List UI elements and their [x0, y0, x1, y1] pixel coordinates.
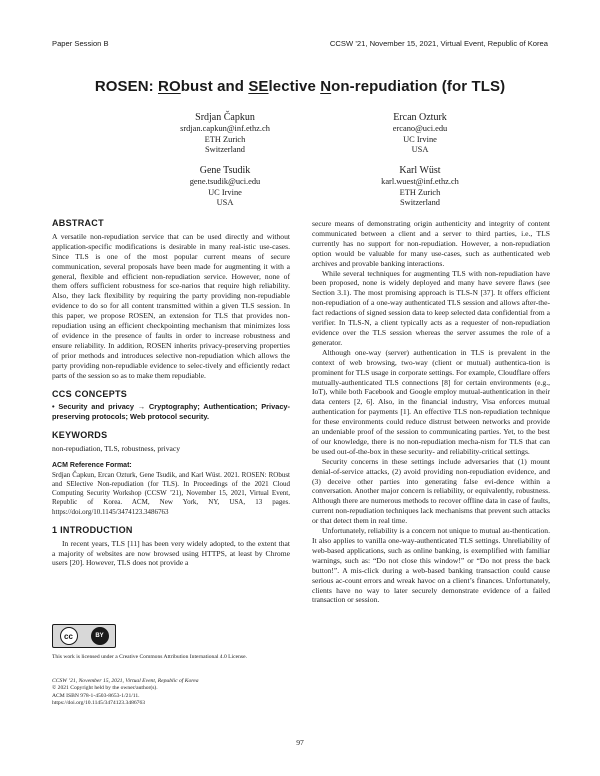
paragraph: Although one-way (server) authentication in TLS is prevalent in the context of web browsing, two-way (client or mutual) authentica-tion is prominent for TLS usage in corporate settings. For example, Cloudflare offers mutually-authenticated TLS connections [8] for certain environments (e.g., IoT), while both Facebook and Google employ mutual-authentication in their data centers [2, 6]. Also, in the financial industry, Visa enforces mutual authentication for payments [1]. An effective TLS non-repudiation technique for these environments could reduce distrust between networks and provide an undeniable proof of the session to communicating parties. Yet, to the best of our knowledge, there is no non-repudiation mecha-nism for TLS that can be used out-of-the-box in these security- and reliability-critical settings.: [312, 347, 550, 456]
author-name: Ercan Ozturk: [393, 112, 447, 123]
author-email: srdjan.capkun@inf.ethz.ch: [180, 124, 270, 133]
abstract-heading: ABSTRACT: [52, 218, 104, 228]
author-name: Srdjan Čapkun: [195, 112, 255, 123]
title-part: bust and: [180, 78, 249, 95]
left-column: [52, 219, 290, 568]
author-block: [125, 111, 325, 156]
author-country: Switzerland: [204, 145, 245, 155]
author-country: USA: [216, 198, 234, 208]
author-affiliation: ETH Zurich: [399, 187, 441, 197]
intro-text: In recent years, TLS [11] has been very widely adopted, to the extent that a majority of websites are now browsed using HTTPS, at least by Chrome users [20]. However, TLS does not provide a: [52, 538, 290, 568]
footnote-doi[interactable]: https://doi.org/10.1145/3474123.3486763: [52, 700, 146, 707]
author-email: karl.wuest@inf.ethz.ch: [381, 177, 459, 186]
footnote-isbn: ACM ISBN 978-1-4503-8653-1/21/11.: [52, 692, 140, 699]
intro-heading: 1 INTRODUCTION: [52, 524, 133, 535]
license-block: [52, 624, 290, 662]
ccs-text: • Security and privacy → Cryptography; Authentication; Privacy-preserving protocols; Web protocol security.: [52, 402, 290, 422]
keywords-text: non-repudiation, TLS, robustness, privacy: [52, 443, 181, 453]
title-part: RO: [158, 78, 181, 95]
title-part: SE: [248, 78, 269, 95]
title-acronym: ROSEN: [94, 78, 149, 95]
acm-ref-heading: ACM Reference Format:: [52, 461, 132, 469]
cc-by-badge: [52, 624, 116, 648]
paragraph: secure means of demonstrating origin authenticity and integrity of content communicated between a client and a server to third parties, i.e., TLS currently has no support for non-repudiation. However, a non-repudiation option would be valuable for many use-cases, such as authenticated web archives and provable banking interactions.: [312, 219, 550, 268]
author-block: [320, 111, 520, 156]
author-affiliation: ETH Zurich: [204, 134, 246, 144]
ccs-heading: CCS CONCEPTS: [52, 388, 128, 399]
copyright-footnote: [52, 678, 290, 708]
author-name: Gene Tsudik: [199, 165, 251, 176]
author-email: gene.tsudik@uci.edu: [189, 177, 261, 186]
title-colon: :: [148, 78, 159, 95]
running-head-right: CCSW ’21, November 15, 2021, Virtual Event, Republic of Korea: [329, 38, 548, 48]
author-block: [125, 164, 325, 209]
author-email: ercano@uci.edu: [392, 124, 448, 133]
footnote-copyright: © 2021 Copyright held by the owner/author(s).: [52, 685, 158, 692]
license-text: This work is licensed under a Creative Commons Attribution International 4.0 License.: [52, 654, 247, 660]
running-head-left: Paper Session B: [52, 38, 109, 48]
author-block: [320, 164, 520, 209]
paper-title: [40, 78, 560, 95]
running-head: [52, 37, 548, 49]
author-country: Switzerland: [399, 198, 440, 208]
abstract-text: A versatile non-repudiation service that can be used directly and without application-specific modifications is desirable in many real-istic use-cases. Since TLS is one of the most popular current means of secure communication, several proposals have been made for augmenting it with a general, flexible and efficient non-repudiation service. However, none of them offers sufficient robustness for sce-narios that require high reliability. Also, they lack flexibility by requiring the party providing non-repudiable evidence to do so for all content transmitted within a given TLS session. In this paper, we propose ROSEN, an extension for TLS that provides non-repudiation using an efficient checkpointing mechanism that minimizes loss of evidence in the presence of faults in order to increase robustness and ensure reliability. In addition, ROSEN inherits privacy-preserving properties of prior methods and introduces selective non-repudiation which allows the party providing non-repudiable evidence to selec-tively and efficiently redact parts of the session so as to make them repudiable.: [52, 231, 290, 380]
author-name: Karl Wüst: [399, 165, 441, 176]
title-part: on-repudiation (for TLS): [331, 78, 506, 95]
cc-icon: cc: [60, 627, 78, 645]
author-country: USA: [411, 145, 429, 155]
author-affiliation: UC Irvine: [208, 187, 242, 197]
acm-ref-text: Srdjan Čapkun, Ercan Ozturk, Gene Tsudik, and Karl Wüst. 2021. ROSEN: RObust and SElective Non-repudiation (for TLS). In Proceedings of the 2021 Cloud Computing Security Workshop (CCSW ’21), November 15, 2021, Virtual Event, Republic of Korea. ACM, New York, NY, USA, 13 pages. https://doi.org/10.1145/3474123.3486763: [52, 470, 290, 516]
title-part: N: [320, 78, 332, 95]
by-icon: BY: [91, 627, 109, 645]
footnote-venue: CCSW ’21, November 15, 2021, Virtual Event, Republic of Korea: [52, 678, 199, 684]
paragraph: While several techniques for augmenting TLS with non-repudiation have been proposed, none is widely deployed and many have severe flaws (see Section 3.1). The most promising approach is TLS-N [37]. It offers efficient non-repudiation of a one-way authenticated TLS session and allows after-the-fact redactions of signed session data to keep selected data confidential from a verifier. In TLS-N, a client typically acts as a requester of non-repudiation evidence over the TLS session whereas the server assumes the role of a generator.: [312, 268, 550, 347]
right-column: [312, 219, 550, 605]
paragraph: Unfortunately, reliability is a concern not unique to mutual au-thentication. It also applies to vanilla one-way-authenticated TLS settings. Unreliability of web-based applications, such as online banking, is exemplified with familiar warnings, such as: “Do not close this window!” or “Do not press the back button!”. A mis-click during a web-based banking transaction could cause serious ac-count errors and wreak havoc on a client’s finances. Unfortunately, clients have no way to later securely demonstrate evidence of a failed transaction or session.: [312, 526, 550, 605]
keywords-heading: KEYWORDS: [52, 430, 108, 440]
paragraph: Security concerns in these settings include adversaries that (1) mount denial-of-service attacks, (2) avoid providing non-repudiation evidence, and (3) deceive other parties into generating false evi-dence within a conversation. Another major concern is reliability, or equivalently, robustness. Although there are numerous methods to recover offline data in case of faults, current non-repudiation techniques lack mechanisms that prevent such attacks or that detect them in real time.: [312, 456, 550, 526]
page-number: 97: [296, 738, 304, 747]
title-part: lective: [268, 78, 321, 95]
author-affiliation: UC Irvine: [403, 134, 437, 144]
